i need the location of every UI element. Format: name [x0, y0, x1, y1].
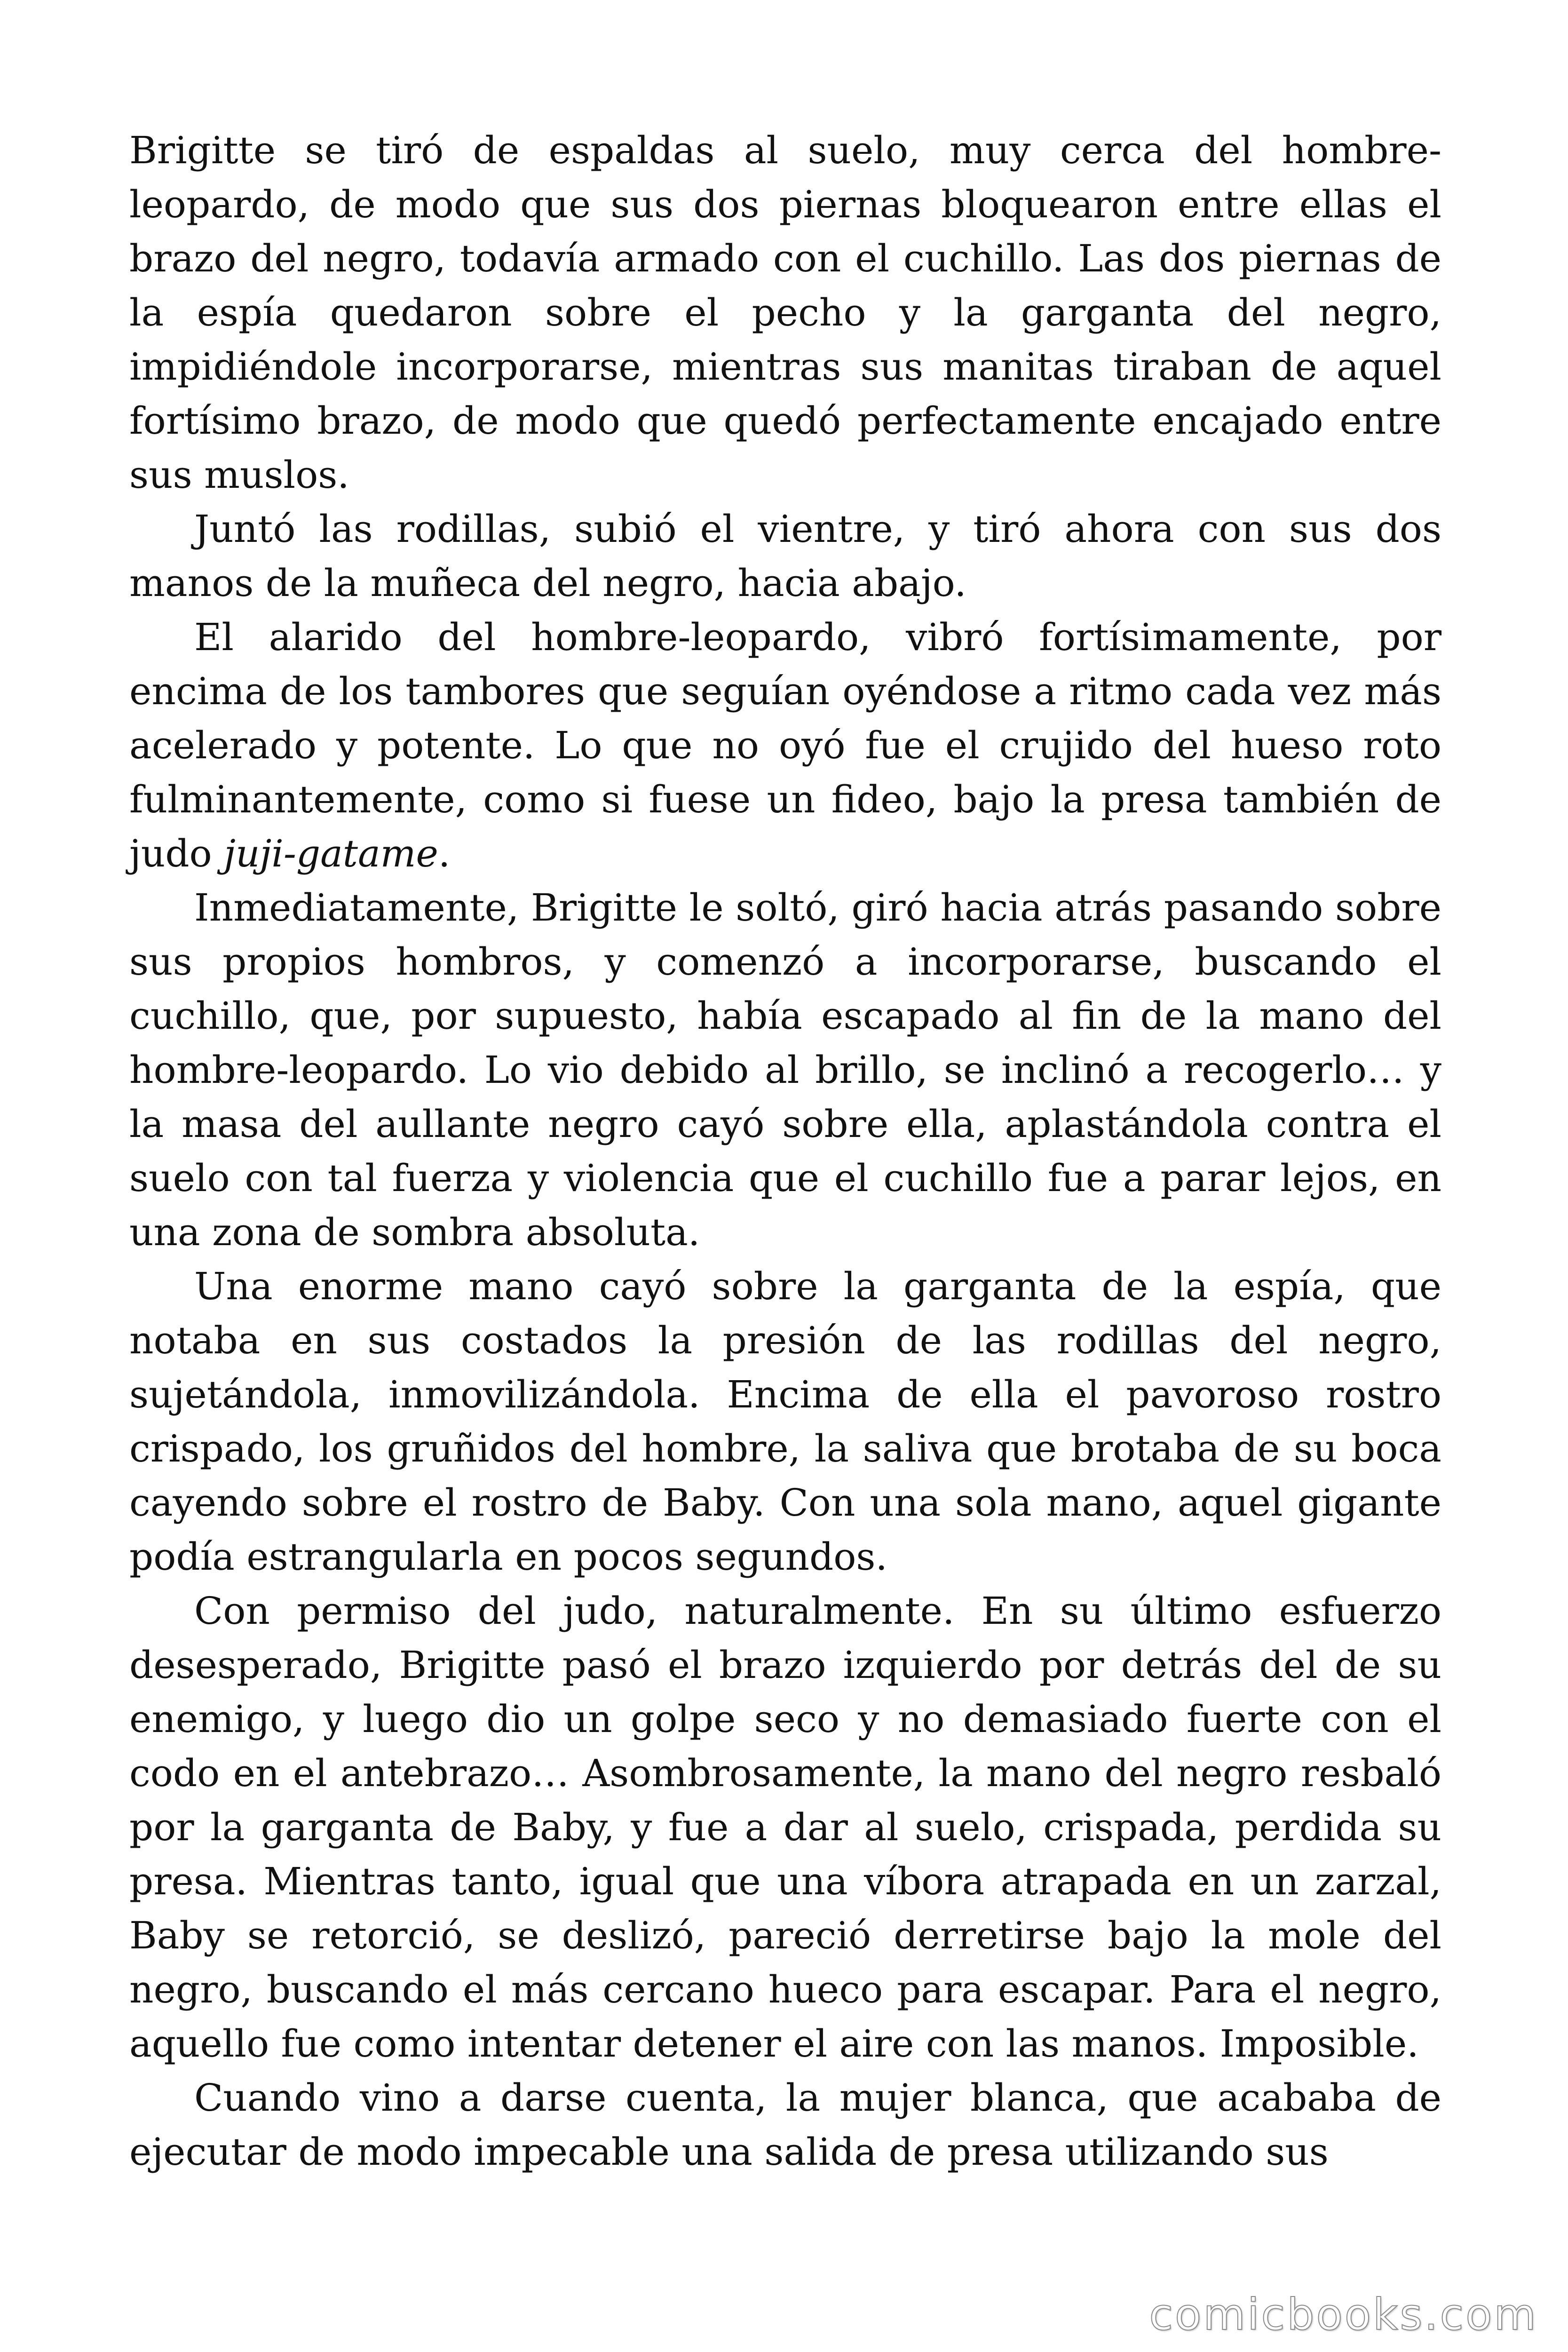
watermark: comicbooks.com — [1149, 2289, 1538, 2340]
paragraph — [129, 123, 1441, 502]
paragraph-text: Cuando vino a darse cuenta, la mujer blanca, que acababa de ejecutar de modo impecable una salida de presa utilizando sus — [129, 2076, 1441, 2174]
paragraph-text: Juntó las rodillas, subió el vientre, y tiró ahora con sus dos manos de la muñeca del negro, hacia abajo. — [129, 507, 1441, 605]
paragraph — [129, 881, 1441, 1259]
paragraph-text: Una enorme mano cayó sobre la garganta de la espía, que notaba en sus costados la presión de las rodillas del negro, sujetándola, inmovilizándola. Encima de ella el pavoroso rostro crispado, los gruñidos del hombre, la saliva que brotaba de su boca cayendo sobre el rostro de Baby. Con una sola mano, aquel gigante podía estrangularla en pocos segundos. — [129, 1264, 1441, 1579]
paragraph-text: Con permiso del judo, naturalmente. En su último esfuerzo desesperado, Brigitte pasó el brazo izquierdo por detrás del de su enemigo, y luego dio un golpe seco y no demasiado fuerte con el codo en el antebrazo… Asombrosamente, la mano del negro resbaló por la garganta de Baby, y fue a dar al suelo, crispada, perdida su presa. Mientras tanto, igual que una víbora atrapada en un zarzal, Baby se retorció, se deslizó, pareció derretirse bajo la mole del negro, buscando el más cercano hueco para escapar. Para el negro, aquello fue como intentar detener el aire con las manos. Imposible. — [129, 1589, 1441, 2066]
paragraph-text: . — [438, 832, 451, 875]
paragraph — [129, 2071, 1441, 2179]
paragraph-text: El alarido del hombre-leopardo, vibró fortísimamente, por encima de los tambores que seguían oyéndose a ritmo cada vez más acelerado y potente. Lo que no oyó fue el crujido del hueso roto fulminantemente, como si fuese un fideo, bajo la presa también de judo — [129, 615, 1441, 875]
paragraph — [129, 610, 1441, 881]
paragraph-text: Inmediatamente, Brigitte le soltó, giró hacia atrás pasando sobre sus propios hombros, y comenzó a incorporarse, buscando el cuchillo, que, por supuesto, había escapado al fin de la mano del hombre-leopardo. Lo vio debido al brillo, se inclinó a recogerlo… y la masa del aullante negro cayó sobre ella, aplastándola contra el suelo con tal fuerza y violencia que el cuchillo fue a parar lejos, en una zona de sombra absoluta. — [129, 886, 1441, 1254]
page-body-text — [129, 123, 1441, 2179]
paragraph-text: Brigitte se tiró de espaldas al suelo, muy cerca del hombre-leopardo, de modo que sus dos piernas bloquearon entre ellas el brazo del negro, todavía armado con el cuchillo. Las dos piernas de la espía quedaron sobre el pecho y la garganta del negro, impidiéndole incorporarse, mientras sus manitas tiraban de aquel fortísimo brazo, de modo que quedó perfectamente encajado entre sus muslos. — [129, 128, 1441, 497]
italic-term: juji-gatame — [224, 832, 438, 875]
paragraph — [129, 1584, 1441, 2071]
paragraph — [129, 502, 1441, 610]
paragraph — [129, 1259, 1441, 1584]
